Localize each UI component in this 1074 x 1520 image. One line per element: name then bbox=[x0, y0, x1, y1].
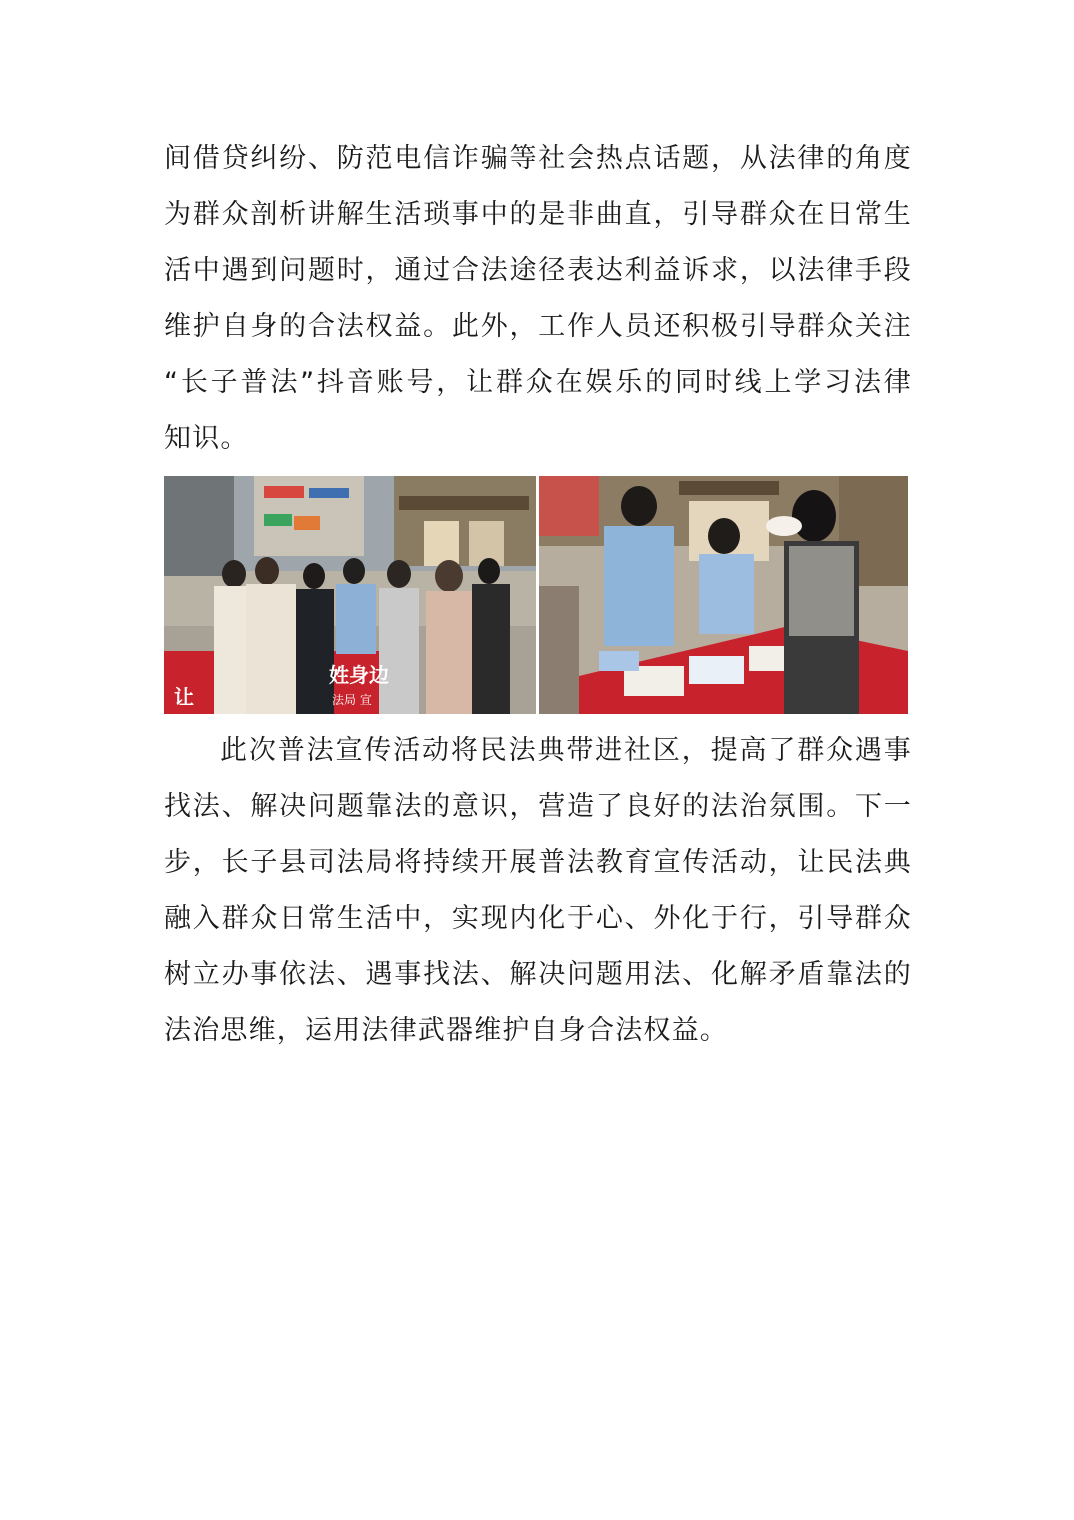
banner-left-text: 让 bbox=[174, 685, 194, 709]
paragraph-line: 为群众剖析讲解生活琐事中的是非曲直，引导群众在日常生 bbox=[164, 199, 912, 230]
paragraph-1 bbox=[164, 131, 912, 467]
photo-crowd-at-stall bbox=[164, 476, 536, 714]
paragraph-line: 步，长子县司法局将持续开展普法教育宣传活动，让民法典 bbox=[164, 847, 912, 878]
paragraph-line: 找法、解决问题靠法的意识，营造了良好的法治氛围。下一 bbox=[164, 791, 912, 822]
paragraph-line: 维护自身的合法权益。此外，工作人员还积极引导群众关注 bbox=[164, 311, 912, 342]
banner-text: 姓身边 bbox=[329, 663, 389, 687]
paragraph-line: 融入群众日常生活中，实现内化于心、外化于行，引导群众 bbox=[164, 903, 912, 934]
paragraph-line: 法治思维，运用法律武器维护自身合法权益。 bbox=[164, 1015, 728, 1046]
paragraph-line: “长子普法”抖音账号，让群众在娱乐的同时线上学习法律 bbox=[164, 367, 912, 398]
paragraph-line: 此次普法宣传活动将民法典带进社区，提高了群众遇事 bbox=[220, 735, 912, 766]
paragraph-2 bbox=[164, 723, 912, 1059]
paragraph-line: 树立办事依法、遇事找法、解决问题用法、化解矛盾靠法的 bbox=[164, 959, 912, 990]
banner-subtext: 法局 宣 bbox=[332, 693, 372, 707]
paragraph-line: 知识。 bbox=[164, 423, 249, 454]
photo-officers-handing-leaflets bbox=[539, 476, 908, 714]
paragraph-line: 活中遇到问题时，通过合法途径表达利益诉求，以法律手段 bbox=[164, 255, 912, 286]
paragraph-line: 间借贷纠纷、防范电信诈骗等社会热点话题，从法律的角度 bbox=[164, 143, 912, 174]
photo-row bbox=[164, 476, 908, 714]
